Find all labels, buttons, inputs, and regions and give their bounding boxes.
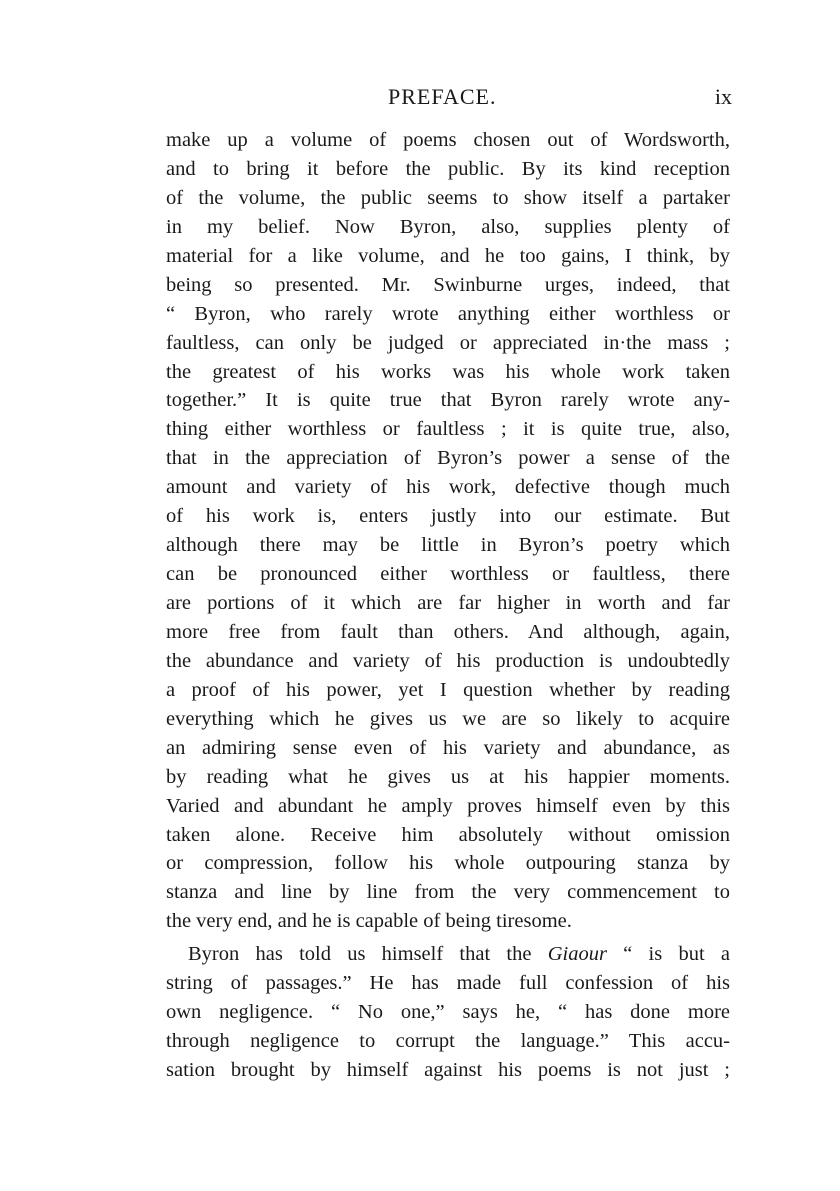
text-line: a proof of his power, yet I question whether by reading bbox=[166, 678, 730, 701]
text-line: and to bring it before the public. By its kind reception bbox=[166, 157, 730, 180]
paragraph-2 bbox=[166, 940, 730, 1085]
text-line: can be pronounced either worthless or faultless, there bbox=[166, 563, 730, 586]
text-line: are portions of it which are far higher in worth and far bbox=[166, 592, 730, 614]
italic-title: Giaour bbox=[547, 943, 607, 966]
page-number: ix bbox=[714, 84, 732, 109]
text-line: an admiring sense even of his variety and abundance, as bbox=[166, 736, 730, 759]
text-line: material for a like volume, and he too gains, I think, by bbox=[166, 244, 730, 267]
running-title: PREFACE. bbox=[388, 84, 497, 109]
text-segment: “ is but a bbox=[606, 943, 730, 966]
text-line: taken alone. Receive him absolutely without omission bbox=[166, 823, 730, 846]
text-line: the greatest of his works was his whole work taken bbox=[166, 360, 730, 383]
text-line: make up a volume of poems chosen out of Wordsworth, bbox=[166, 129, 730, 151]
text-line: “ Byron, who rarely wrote anything either worthless or bbox=[166, 302, 730, 325]
text-line: sation brought by himself against his poems is not just ; bbox=[166, 1059, 730, 1081]
text-line: or compression, follow his whole outpouring stanza by bbox=[166, 852, 730, 875]
text-line: amount and variety of his work, defective though much bbox=[166, 476, 730, 499]
text-line: string of passages.” He has made full confession of his bbox=[166, 972, 730, 995]
text-line: thing either worthless or faultless ; it is quite true, also, bbox=[166, 418, 730, 441]
text-line: in my belief. Now Byron, also, supplies plenty of bbox=[166, 215, 730, 238]
text-line: more free from fault than others. And although, again, bbox=[166, 620, 730, 643]
paragraph-1 bbox=[166, 126, 730, 936]
running-head bbox=[166, 84, 732, 114]
text-line: the very end, and he is capable of being tiresome. bbox=[166, 910, 572, 933]
text-line: stanza and line by line from the very commencement to bbox=[166, 881, 730, 904]
body-text bbox=[166, 126, 730, 1085]
text-line: through negligence to corrupt the language.” This accu- bbox=[166, 1030, 730, 1053]
text-line: by reading what he gives us at his happier moments. bbox=[166, 765, 730, 788]
text-line: although there may be little in Byron’s poetry which bbox=[166, 534, 730, 557]
text-line: of his work is, enters justly into our estimate. But bbox=[166, 505, 730, 528]
text-line: everything which he gives us we are so likely to acquire bbox=[166, 707, 730, 730]
text-line: own negligence. “ No one,” says he, “ has done more bbox=[166, 1001, 730, 1024]
text-line: of the volume, the public seems to show itself a partaker bbox=[166, 186, 730, 209]
text-line: being so presented. Mr. Swinburne urges, indeed, that bbox=[166, 273, 730, 296]
text-line: faultless, can only be judged or appreciated in·the mass ; bbox=[166, 331, 730, 354]
text-line: the abundance and variety of his production is undoubtedly bbox=[166, 649, 730, 672]
text-line: together.” It is quite true that Byron rarely wrote any- bbox=[166, 389, 730, 412]
text-line-first bbox=[166, 940, 730, 969]
text-segment: Byron has told us himself that the bbox=[188, 943, 548, 966]
text-line: that in the appreciation of Byron’s power a sense of the bbox=[166, 447, 730, 470]
text-line: Varied and abundant he amply proves himself even by this bbox=[166, 794, 730, 817]
